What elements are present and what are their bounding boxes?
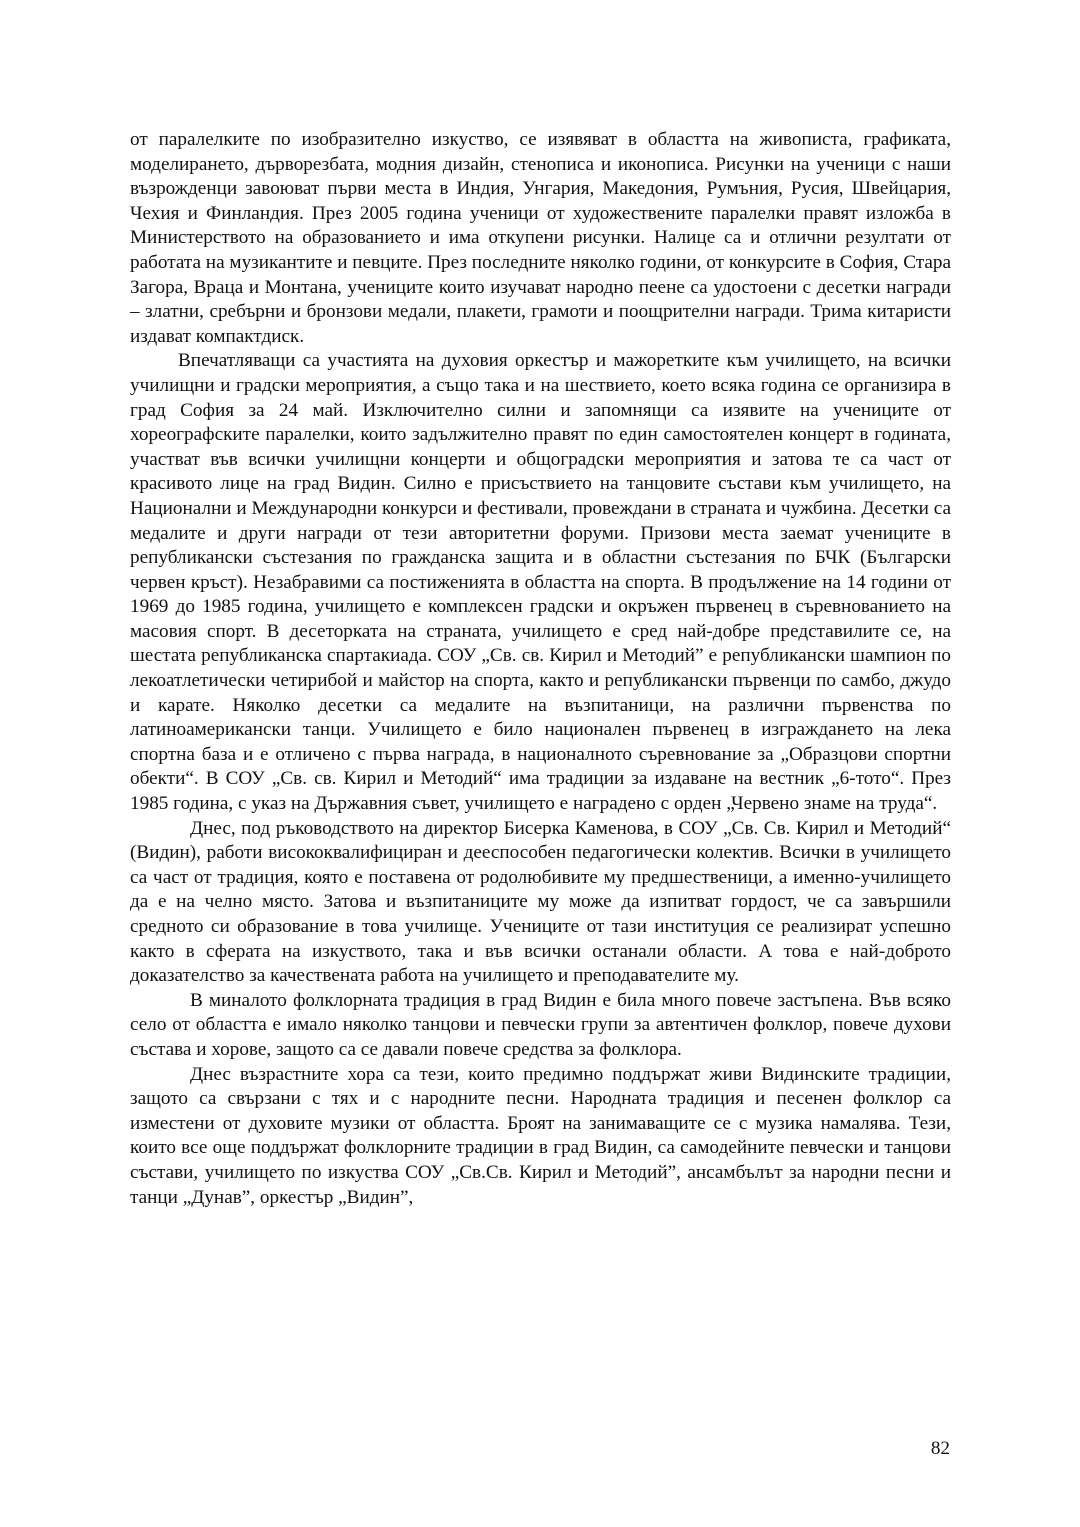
document-page <box>130 128 951 1210</box>
page-number: 82 <box>930 1438 950 1459</box>
paragraph-school-today: Днес, под ръководството на директор Бисерка Каменова, в СОУ „Св. Св. Кирил и Методий“ (Видин), работи висококвалифициран и дееспособен педагогически колектив. Всички в училището са част от традиция, която е поставена от родолюбивите му предшественици, а именно-училището да е на челно място. Затова и възпитаниците му може да изпитват гордост, че са завършили средното си образование в това училище. Учениците от тази институция се реализират успешно както в сферата на изкуството, така и във всички останали области. А това е най-доброто доказателство за качествената работа на училището и преподавателите му. <box>130 817 951 987</box>
paragraph-arts-achievements: от паралелките по изобразително изкуство, се изявяват в областта на живописта, графиката, моделирането, дърворезбата, модния дизайн, стенописа и иконописа. Рисунки на ученици с наши възрожденци завоюват първи места в Индия, Унгария, Македония, Румъния, Русия, Швейцария, Чехия и Финландия. През 2005 година ученици от художествените паралелки правят изложба в Министерството на образованието и има откупени рисунки. Налице са и отлични резултати от работата на музикантите и певците. През последните няколко години, от конкурсите в София, Стара Загора, Враца и Монтана, учениците които изучават народно пеене са удостоени с десетки награди – златни, сребърни и бронзови медали, плакети, грамоти и поощрителни награди. Трима китаристи издават компактдиск. <box>130 129 951 347</box>
paragraph-folklore-past: В миналото фолклорната традиция в град Видин е била много повече застъпена. Във всяко село от областта е имало няколко танцови и певчески групи за автентичен фолклор, повече духови състава и хорове, защото са се давали повече средства за фолклора. <box>130 989 951 1060</box>
paragraph-folklore-today: Днес възрастните хора са тези, които предимно поддържат живи Видинските традиции, защото са свързани с тях и с народните песни. Народната традиция и песенен фолклор са изместени от духовите музики от областта. Броят на занимаващите се с музика намалява. Тези, които все още поддържат фолклорните традиции в град Видин, са самодейните певчески и танцови състави, училището по изкуства СОУ „Св.Св. Кирил и Методий”, ансамбълът за народни песни и танци „Дунав”, оркестър „Видин”, <box>130 1063 951 1208</box>
paragraph-orchestra-sports: Впечатляващи са участията на духовия оркестър и мажоретките към училището, на всички училищни и градски мероприятия, а също така и на шествието, което всяка година се организира в град София за 24 май. Изключително силни и запомнящи са изявите на учениците от хореографските паралелки, които задължително правят по един самостоятелен концерт в годината, участват във всички училищни концерти и общоградски мероприятия и затова те са част от красивото лице на град Видин. Силно е присъствието на танцовите състави към училището, на Национални и Международни конкурси и фестивали, провеждани в страната и чужбина. Десетки са медалите и други награди от тези авторитетни форуми. Призови места заемат учениците в републикански състезания по гражданска защита и в областни състезания по БЧК (Български червен кръст). Незабравими са постиженията в областта на спорта. В продължение на 14 години от 1969 до 1985 година, училището е комплексен градски и окръжен първенец в съревнованието на масовия спорт. В десеторката на страната, училището е сред най-добре представилите се, на шестата републиканска спартакиада. СОУ „Св. св. Кирил и Методий” е републикански шампион по лекоатлетически четирибой и майстор на спорта, както и републикански първенци по самбо, джудо и карате. Няколко десетки са медалите на възпитаници, на различни първенства по латиноамерикански танци. Училището е било национален първенец в изграждането на лека спортна база и е отличено с първа награда, в националното съревнование за „Образцови спортни обекти“. В СОУ „Св. св. Кирил и Методий“ има традиции за издаване на вестник „6-тото“. През 1985 година, с указ на Държавния съвет, училището е наградено с орден „Червено знаме на труда“. <box>130 350 951 815</box>
